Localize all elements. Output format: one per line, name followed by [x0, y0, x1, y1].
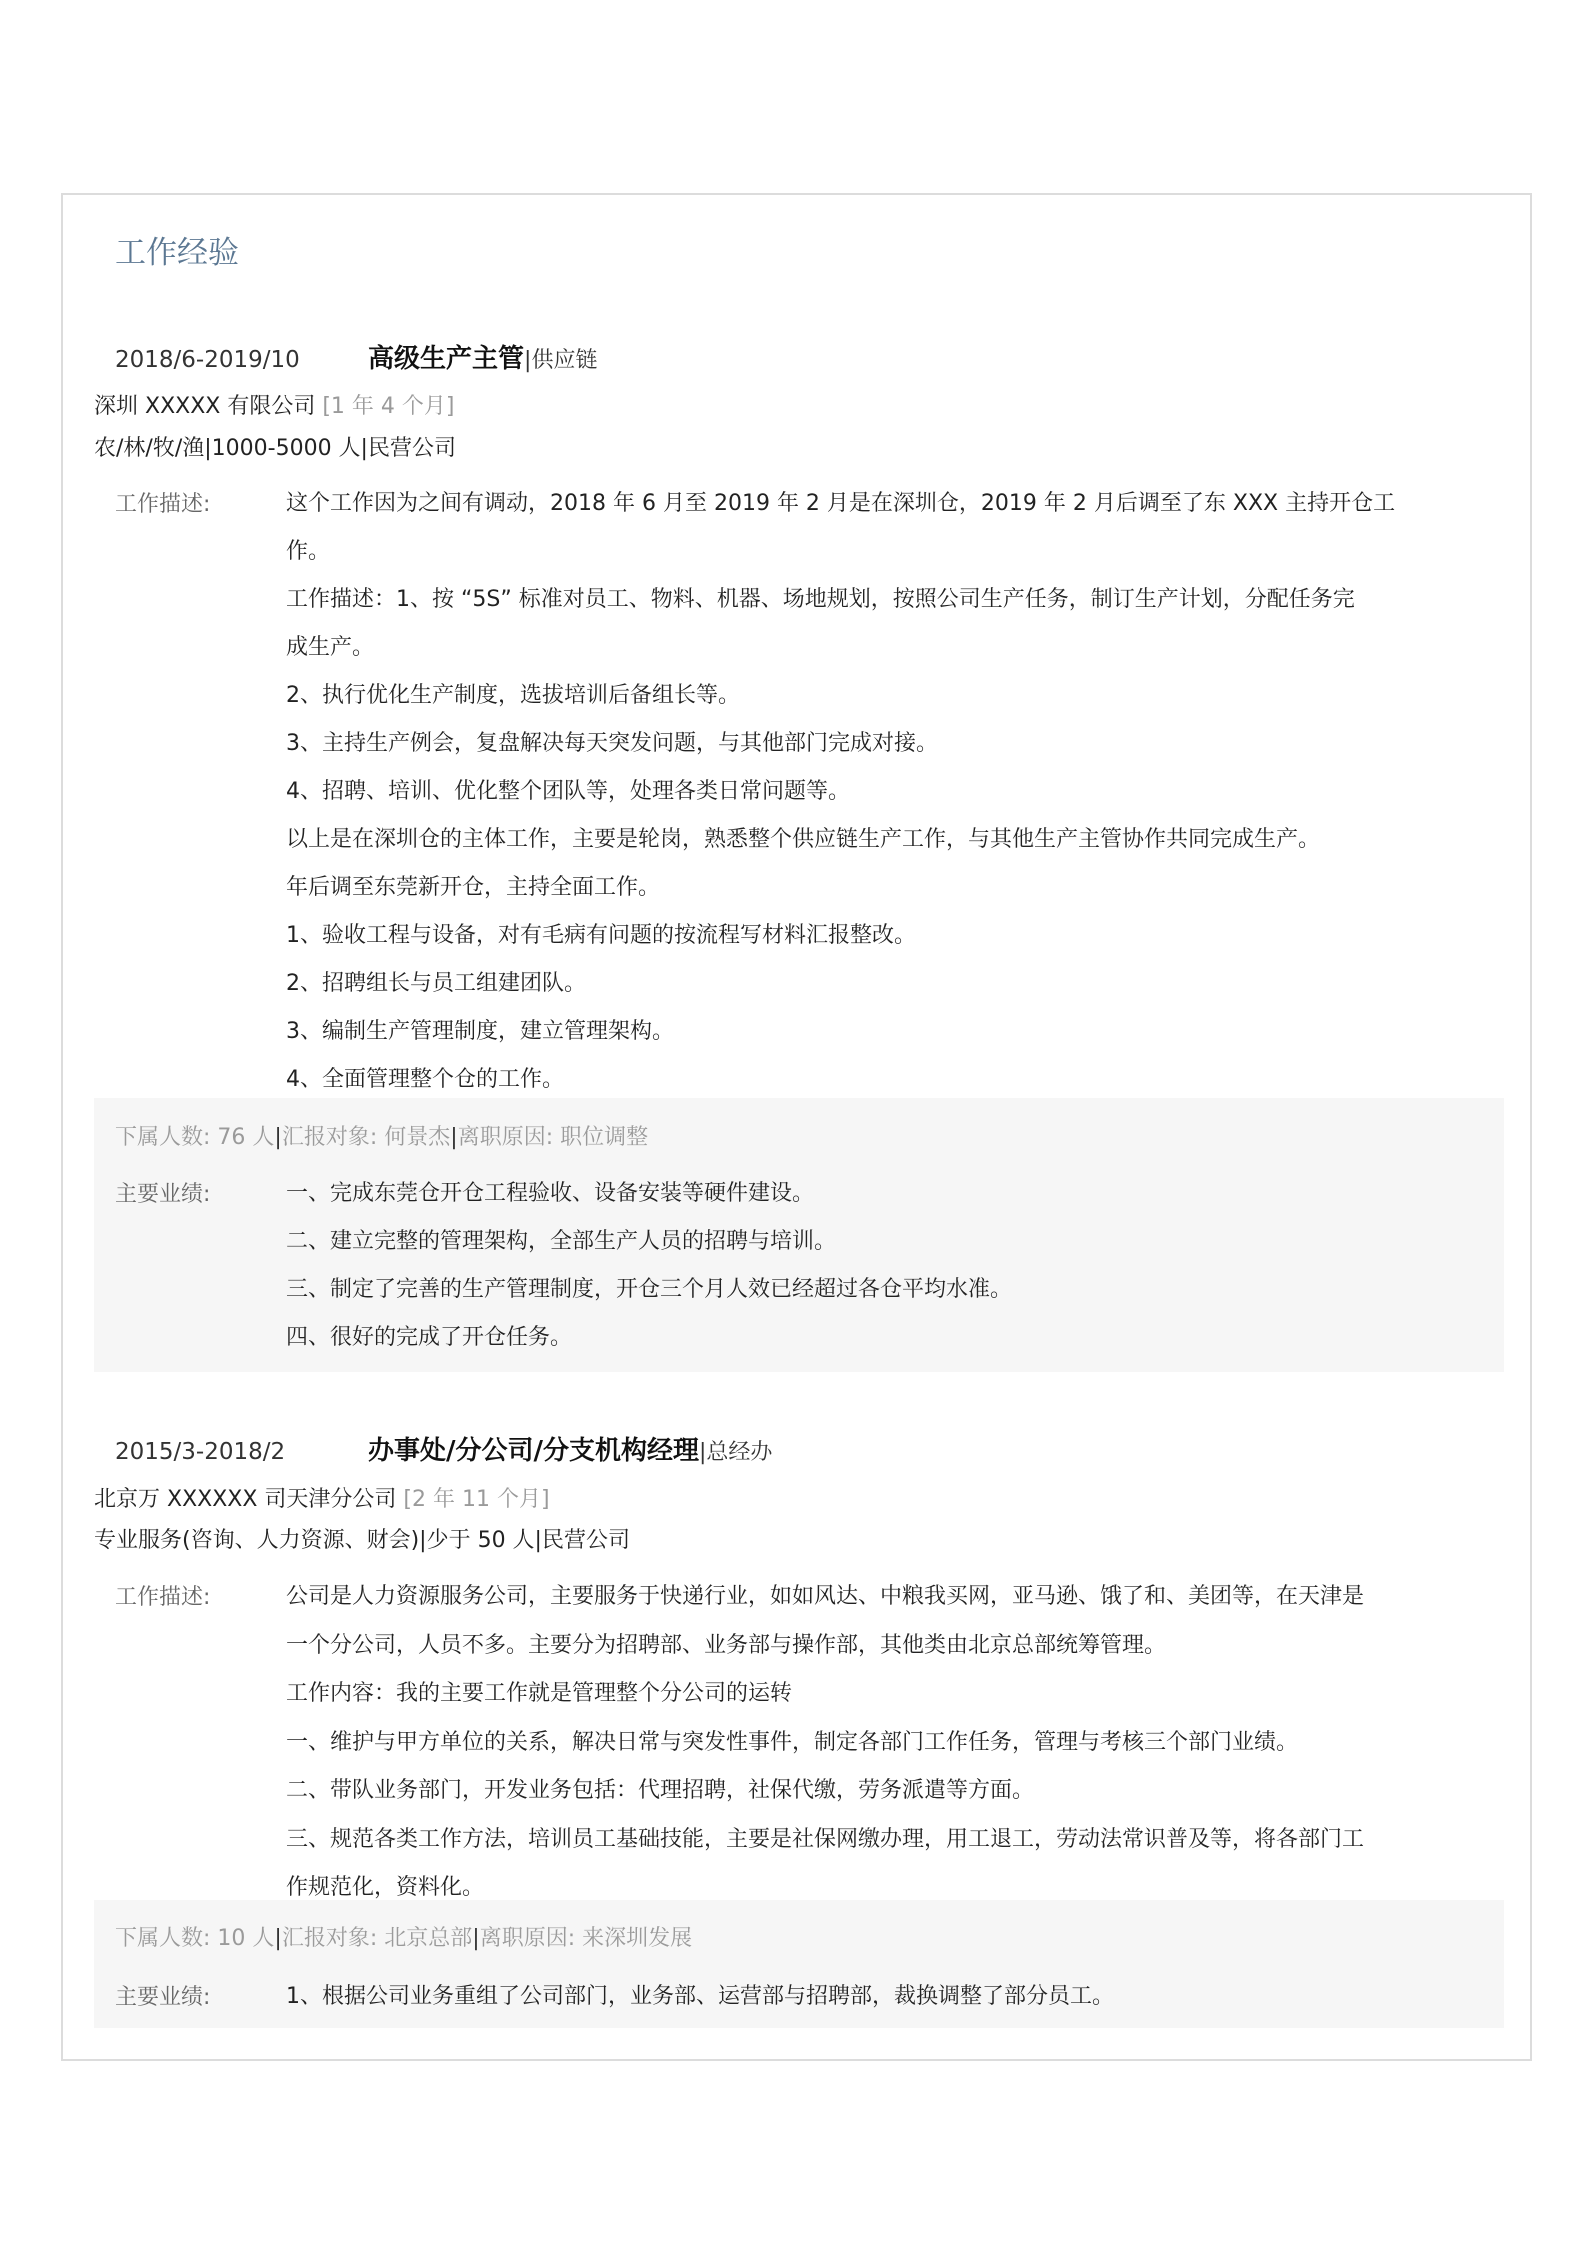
description-line: 作。 [286, 539, 331, 564]
job-period: 2018/6-2019/10 [115, 347, 300, 373]
description-line: 二、带队业务部门，开发业务包括：代理招聘，社保代缴，劳务派遣等方面。 [286, 1778, 1035, 1803]
separator: | [524, 348, 532, 373]
leave-label: 离职原因: [457, 1125, 554, 1150]
description-label: 工作描述: [115, 492, 211, 517]
report-label: 汇报对象: [281, 1926, 378, 1951]
separator: | [274, 1125, 282, 1150]
description-line: 一个分公司，人员不多。主要分为招聘部、业务部与操作部，其他类由北京总部统筹管理。 [286, 1632, 1167, 1658]
description-line: 三、规范各类工作方法，培训员工基础技能，主要是社保网缴办理，用工退工，劳动法常识普及等，将各部门工 [286, 1826, 1365, 1852]
job-description [286, 480, 1548, 1104]
separator: | [450, 1125, 458, 1150]
subordinates-value: 76 人 [217, 1125, 275, 1150]
job-title: 办事处/分公司/分支机构经理 [368, 1436, 699, 1466]
description-line: 2、执行优化生产制度，选拔培训后备组长等。 [286, 683, 740, 708]
leave-value: 职位调整 [560, 1125, 649, 1150]
job-meta-line [115, 1924, 692, 1954]
job-duration: [2 年 11 个月] [403, 1487, 550, 1512]
job-description [286, 1573, 1548, 1913]
company-line [94, 1485, 550, 1515]
achievement-line: 1、根据公司业务重组了公司部门，业务部、运营部与招聘部，裁换调整了部分员工。 [286, 1984, 1114, 2009]
achievements-label: 主要业绩: [115, 1985, 211, 2010]
leave-value: 来深圳发展 [582, 1926, 693, 1951]
description-line: 4、招聘、培训、优化整个团队等，处理各类日常问题等。 [286, 779, 850, 804]
description-line: 这个工作因为之间有调动，2018 年 6 月至 2019 年 2 月是在深圳仓，2019 年 2 月后调至了东 XXX 主持开仓工 [286, 491, 1396, 516]
job-title-line [368, 1436, 772, 1468]
description-line: 2、招聘组长与员工组建团队。 [286, 971, 586, 996]
separator: | [274, 1926, 282, 1951]
description-line: 3、主持生产例会，复盘解决每天突发问题，与其他部门完成对接。 [286, 731, 938, 756]
description-line: 年后调至东莞新开仓，主持全面工作。 [286, 875, 661, 900]
job-title: 高级生产主管 [368, 344, 525, 374]
report-label: 汇报对象: [281, 1125, 378, 1150]
achievements-label: 主要业绩: [115, 1182, 211, 1207]
separator: | [699, 1440, 707, 1465]
description-line: 一、维护与甲方单位的关系，解决日常与突发性事件，制定各部门工作任务，管理与考核三个部门业绩。 [286, 1729, 1299, 1755]
section-title: 工作经验 [115, 235, 239, 271]
job-achievements [286, 1170, 1548, 1362]
subordinates-value: 10 人 [217, 1926, 275, 1951]
job-title-line [368, 344, 597, 376]
achievement-line: 四、很好的完成了开仓任务。 [286, 1325, 573, 1350]
job-department: 供应链 [531, 348, 598, 373]
job-period: 2015/3-2018/2 [115, 1439, 286, 1465]
description-line: 1、验收工程与设备，对有毛病有问题的按流程写材料汇报整改。 [286, 923, 916, 948]
company-name: 深圳 XXXXX 有限公司 [94, 394, 316, 419]
description-line: 4、全面管理整个仓的工作。 [286, 1067, 564, 1092]
subordinates-label: 下属人数: [115, 1125, 211, 1150]
job-header [115, 345, 300, 376]
description-line: 工作描述：1、按 “5S” 标准对员工、物料、机器、场地规划，按照公司生产任务，制订生产计划，分配任务完 [286, 587, 1355, 612]
subordinates-label: 下属人数: [115, 1926, 211, 1951]
achievement-line: 二、建立完整的管理架构，全部生产人员的招聘与培训。 [286, 1229, 837, 1254]
job-department: 总经办 [706, 1440, 773, 1465]
company-line [94, 392, 454, 422]
report-value: 北京总部 [384, 1926, 473, 1951]
leave-label: 离职原因: [479, 1926, 576, 1951]
achievement-line: 一、完成东莞仓开仓工程验收、设备安装等硬件建设。 [286, 1181, 815, 1206]
description-line: 3、编制生产管理制度，建立管理架构。 [286, 1019, 674, 1044]
company-name: 北京万 XXXXXX 司天津分公司 [94, 1487, 397, 1512]
job-header [115, 1437, 285, 1468]
job-achievements [286, 1973, 1548, 2021]
industry-line: 农/林/牧/渔|1000-5000 人|民营公司 [94, 436, 456, 461]
description-line: 作规范化，资料化。 [286, 1875, 485, 1900]
job-meta-line [115, 1123, 648, 1153]
description-line: 以上是在深圳仓的主体工作，主要是轮岗，熟悉整个供应链生产工作，与其他生产主管协作共同完成生产。 [286, 827, 1321, 852]
separator: | [472, 1926, 480, 1951]
report-value: 何景杰 [384, 1125, 451, 1150]
description-line: 成生产。 [286, 635, 375, 660]
achievement-line: 三、制定了完善的生产管理制度，开仓三个月人效已经超过各仓平均水准。 [286, 1277, 1013, 1302]
description-line: 公司是人力资源服务公司，主要服务于快递行业，如如风达、中粮我买网，亚马逊、饿了和、美团等，在天津是 [286, 1584, 1365, 1609]
job-duration: [1 年 4 个月] [322, 394, 455, 419]
description-label: 工作描述: [115, 1585, 211, 1610]
industry-line: 专业服务(咨询、人力资源、财会)|少于 50 人|民营公司 [94, 1528, 630, 1553]
description-line: 工作内容：我的主要工作就是管理整个分公司的运转 [286, 1681, 793, 1706]
